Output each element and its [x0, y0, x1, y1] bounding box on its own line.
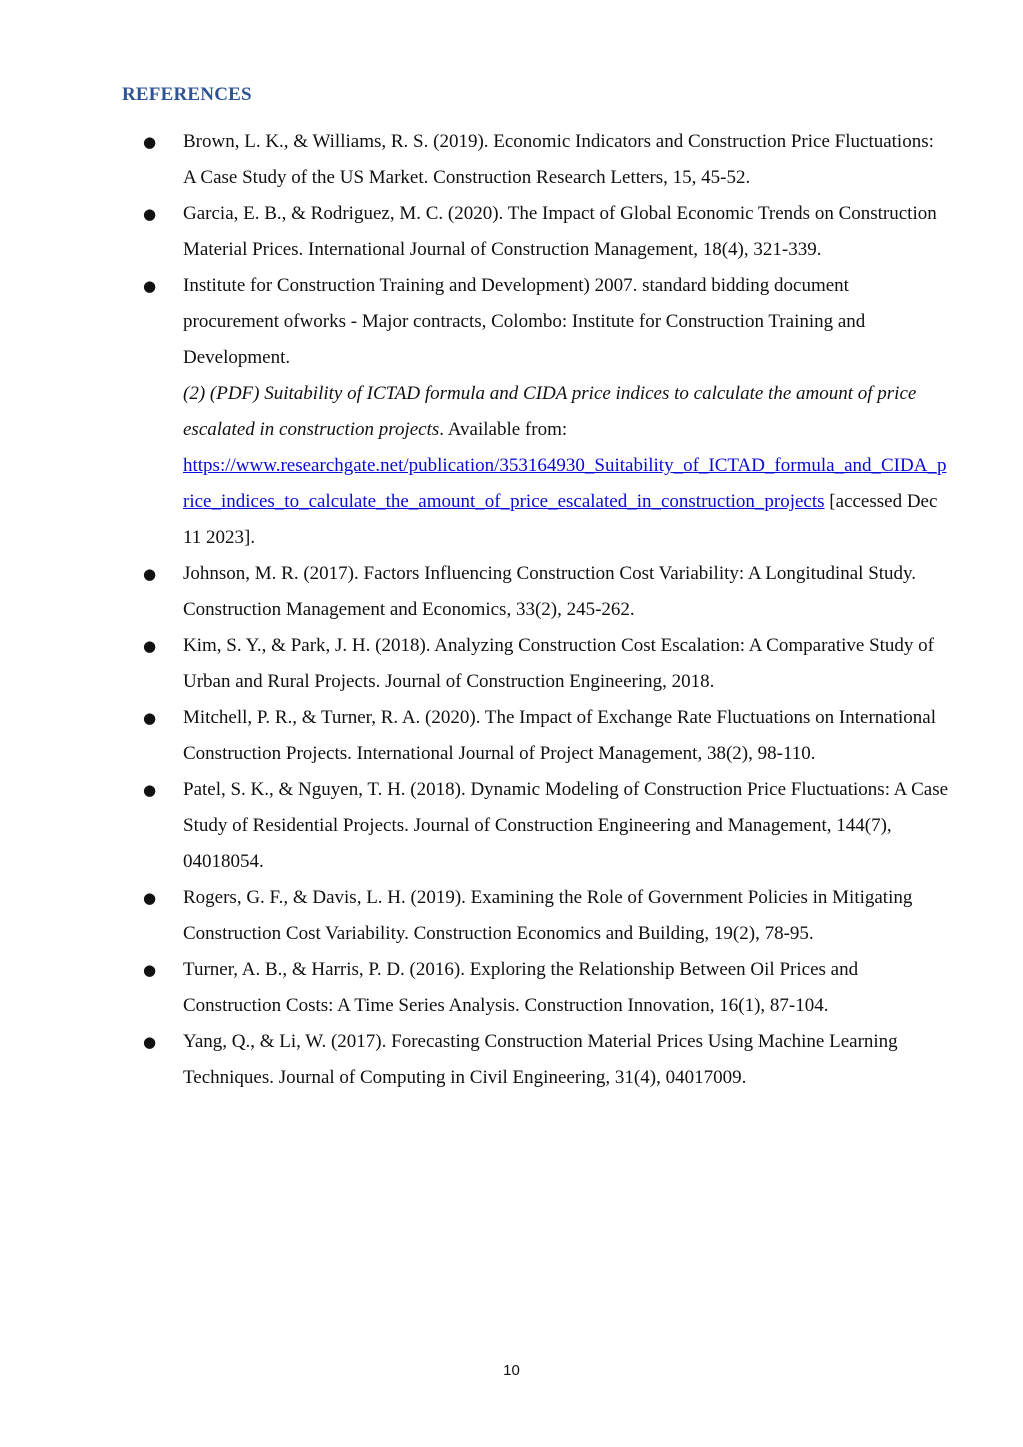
reference-text: Rogers, G. F., & Davis, L. H. (2019). Examining the Role of Government Policies in Mitigating Construction Cost Variability. Construction Economics and Building, 19(2), 78-95. [183, 887, 913, 944]
reference-text: Patel, S. K., & Nguyen, T. H. (2018). Dynamic Modeling of Construction Price Fluctuations: A Case Study of Residential Projects. Journal of Construction Engineering and Management, 144(7), 04018054. [183, 779, 949, 872]
reference-italic-title: (2) (PDF) Suitability of ICTAD formula and CIDA price indices to calculate the amount of price escalated in construction projects [183, 383, 917, 440]
bullet-icon: ● [143, 565, 157, 583]
references-heading: REFERENCES [122, 84, 252, 105]
reference-text: Mitchell, P. R., & Turner, R. A. (2020). The Impact of Exchange Rate Fluctuations on International Construction Projects. International Journal of Project Management, 38(2), 98-110. [183, 707, 936, 764]
bullet-icon: ● [143, 889, 157, 907]
reference-url-line [183, 448, 949, 556]
bullet-icon: ● [143, 133, 157, 151]
bullet-icon: ● [143, 205, 157, 223]
bullet-icon: ● [143, 637, 157, 655]
reference-item-johnson [0, 556, 1023, 628]
reference-item-rogers [0, 880, 1023, 952]
bullet-icon: ● [143, 1033, 157, 1051]
references-list [0, 124, 1023, 1096]
reference-item-garcia [0, 196, 1023, 268]
reference-text: Turner, A. B., & Harris, P. D. (2016). Exploring the Relationship Between Oil Prices and Construction Costs: A Time Series Analysis. Construction Innovation, 16(1), 87-104. [183, 959, 859, 1016]
reference-text: Kim, S. Y., & Park, J. H. (2018). Analyzing Construction Cost Escalation: A Comparative Study of Urban and Rural Projects. Journal of Construction Engineering, 2018. [183, 635, 934, 692]
reference-source-note [183, 376, 949, 448]
reference-text: Brown, L. K., & Williams, R. S. (2019). Economic Indicators and Construction Price Fluctuations: A Case Study of the US Market. Construction Research Letters, 15, 45-52. [183, 131, 934, 188]
page-number: 10 [503, 1362, 520, 1379]
bullet-icon: ● [143, 277, 157, 295]
bullet-icon: ● [143, 781, 157, 799]
bullet-icon: ● [143, 709, 157, 727]
reference-text: Garcia, E. B., & Rodriguez, M. C. (2020). The Impact of Global Economic Trends on Construction Material Prices. International Journal of Construction Management, 18(4), 321-339. [183, 203, 937, 260]
reference-text: Yang, Q., & Li, W. (2017). Forecasting Construction Material Prices Using Machine Learning Techniques. Journal of Computing in Civil Engineering, 31(4), 04017009. [183, 1031, 898, 1088]
reference-item-turner [0, 952, 1023, 1024]
researchgate-link[interactable]: https://www.researchgate.net/publication/353164930_Suitability_of_ICTAD_formula_and_CIDA_price_indices_to_calculate_the_amount_of_price_escalated_in_construction_projects [183, 455, 947, 512]
reference-item-patel [0, 772, 1023, 880]
reference-item-brown [0, 124, 1023, 196]
available-from-label: . Available from: [439, 419, 568, 440]
reference-item-kim [0, 628, 1023, 700]
accessed-date: [accessed Dec 11 2023]. [183, 491, 938, 548]
reference-item-ictad [0, 268, 1023, 556]
reference-text: Johnson, M. R. (2017). Factors Influencing Construction Cost Variability: A Longitudinal Study. Construction Management and Economics, 33(2), 245-262. [183, 563, 917, 620]
reference-item-yang [0, 1024, 1023, 1096]
reference-text: Institute for Construction Training and Development) 2007. standard bidding document procurement ofworks - Major contracts, Colombo: Institute for Construction Training and Development. [183, 275, 866, 368]
bullet-icon: ● [143, 961, 157, 979]
reference-item-mitchell [0, 700, 1023, 772]
